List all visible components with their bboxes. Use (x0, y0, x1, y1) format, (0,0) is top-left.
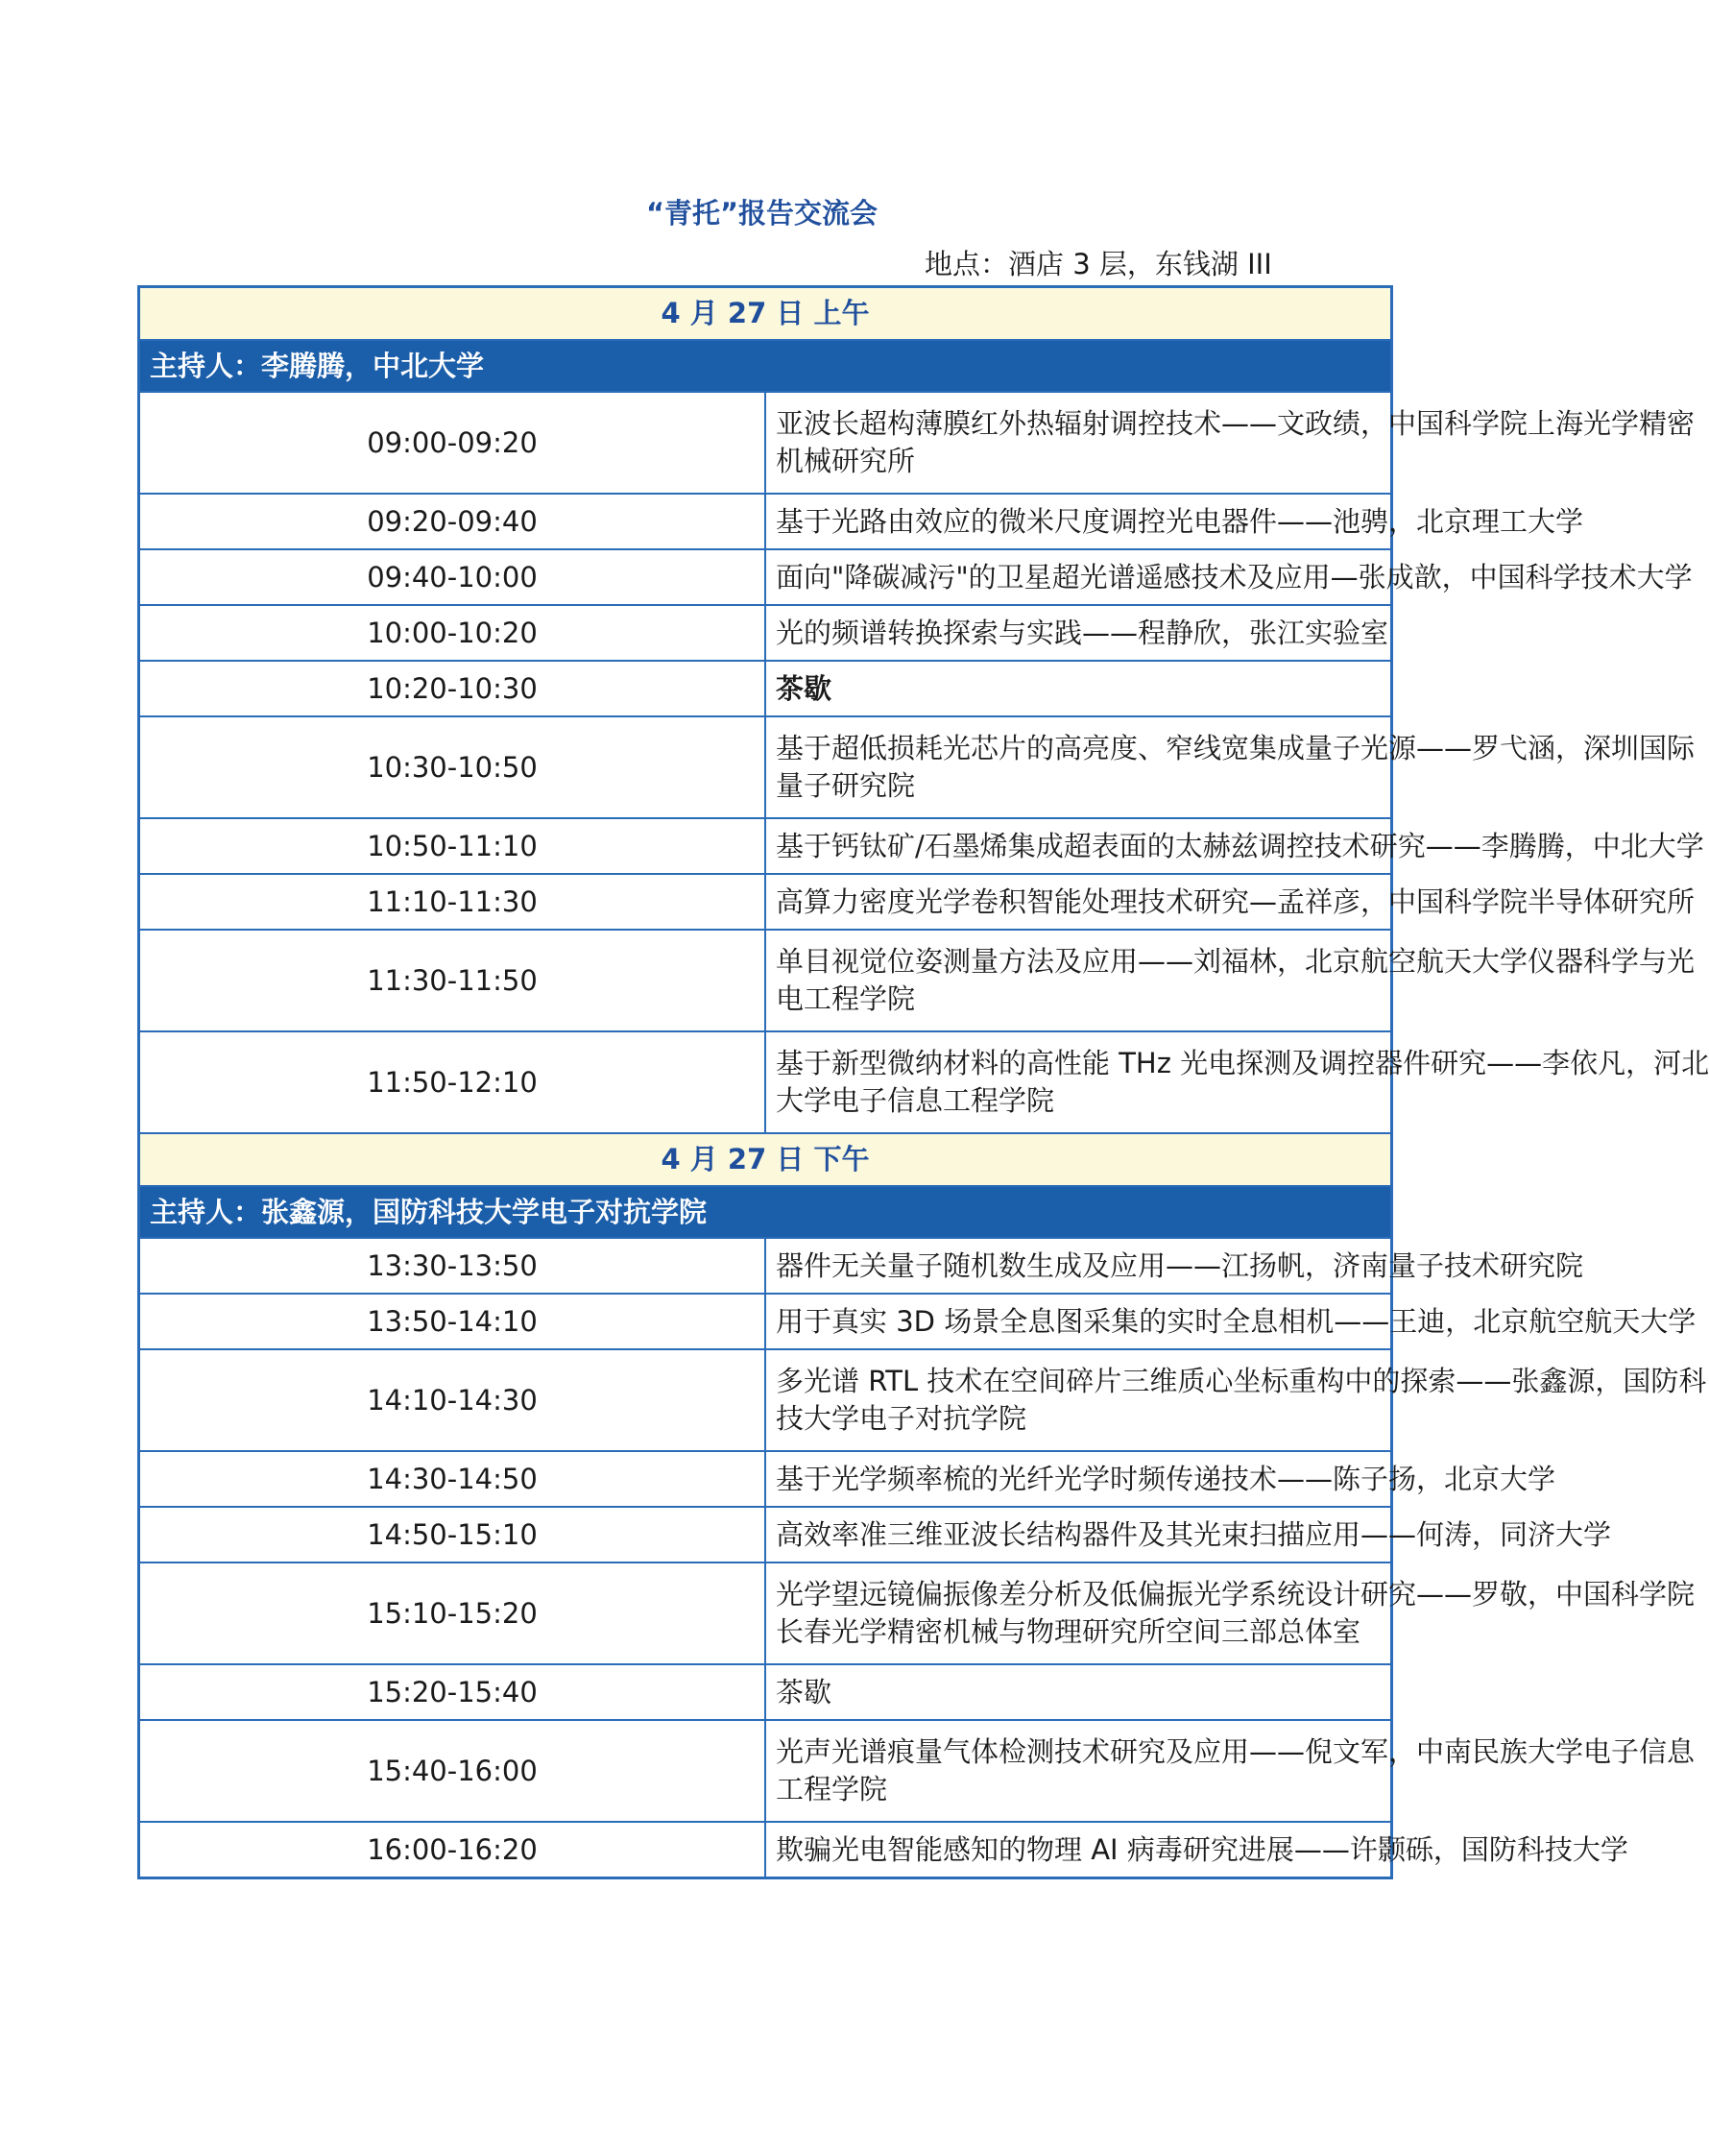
time-slot: 15:20-15:40 (139, 1664, 766, 1720)
talk-cell (765, 392, 1696, 494)
schedule-row (139, 1451, 1392, 1507)
talk-line: 基于超低损耗光芯片的高亮度、窄线宽集成量子光源——罗弋涵，深圳国际 (776, 732, 1696, 764)
time-slot: 11:50-12:10 (139, 1031, 766, 1133)
talk-cell (765, 1451, 1556, 1507)
talk-cell (765, 1562, 1696, 1664)
talk-line: 电工程学院 (776, 982, 916, 1015)
schedule-row (139, 549, 1392, 605)
talk-line: 面向"降碳减污"的卫星超光谱遥感技术及应用—张成歆，中国科学技术大学 (776, 560, 1693, 594)
talk-line: 高效率准三维亚波长结构器件及其光束扫描应用——何涛，同济大学 (776, 1517, 1612, 1551)
talk-line: 基于钙钛矿/石墨烯集成超表面的太赫兹调控技术研究——李腾腾，中北大学 (776, 829, 1704, 862)
talk-line: 工程学院 (776, 1773, 888, 1805)
schedule-row (139, 494, 1392, 549)
talk-line: 器件无关量子随机数生成及应用——江扬帆，济南量子技术研究院 (776, 1248, 1584, 1282)
talk-line: 用于真实 3D 场景全息图采集的实时全息相机——王迪，北京航空航天大学 (776, 1304, 1697, 1338)
talk-line: 高算力密度光学卷积智能处理技术研究—孟祥彦，中国科学院半导体研究所 (776, 884, 1696, 918)
talk-cell (765, 549, 1693, 605)
talk-line: 基于光路由效应的微米尺度调控光电器件——池骋，北京理工大学 (776, 504, 1584, 538)
schedule-row (139, 605, 1392, 661)
schedule-row (139, 818, 1392, 874)
talk-line: 多光谱 RTL 技术在空间碎片三维质心坐标重构中的探索——张鑫源，国防科 (776, 1365, 1707, 1397)
tea-break-cell (765, 1664, 1392, 1720)
schedule-row (139, 874, 1392, 930)
time-slot: 10:20-10:30 (139, 661, 766, 716)
talk-line: 技大学电子对抗学院 (776, 1402, 1027, 1435)
schedule-row (139, 1031, 1392, 1133)
talk-line: 大学电子信息工程学院 (776, 1084, 1055, 1117)
talk-line: 欺骗光电智能感知的物理 AI 病毒研究进展——许颢砾，国防科技大学 (776, 1832, 1628, 1866)
schedule-row (139, 1562, 1392, 1664)
talk-line: 长春光学精密机械与物理研究所空间三部总体室 (776, 1615, 1361, 1648)
time-slot: 14:50-15:10 (139, 1507, 766, 1562)
talk-cell (765, 874, 1696, 930)
time-slot: 16:00-16:20 (139, 1822, 766, 1878)
talk-line: 量子研究院 (776, 769, 916, 802)
day-header-morning: 4 月 27 日 上午 (139, 287, 1392, 341)
schedule-row (139, 392, 1392, 494)
talk-line: 光学望远镜偏振像差分析及低偏振光学系统设计研究——罗敬，中国科学院 (776, 1578, 1696, 1611)
schedule-row-break (139, 1664, 1392, 1720)
talk-cell (765, 1031, 1709, 1133)
time-slot: 10:50-11:10 (139, 818, 766, 874)
time-slot: 14:10-14:30 (139, 1349, 766, 1451)
talk-cell (765, 605, 1392, 661)
talk-line: 机械研究所 (776, 445, 916, 477)
time-slot: 10:00-10:20 (139, 605, 766, 661)
time-slot: 13:30-13:50 (139, 1238, 766, 1294)
schedule-row (139, 930, 1392, 1031)
schedule-row (139, 1349, 1392, 1451)
time-slot: 14:30-14:50 (139, 1451, 766, 1507)
venue-location: 地点：酒店 3 层，东钱湖 III (925, 248, 1272, 280)
talk-line: 单目视觉位姿测量方法及应用——刘福林，北京航空航天大学仪器科学与光 (776, 945, 1696, 978)
talk-cell (765, 716, 1696, 818)
schedule-row (139, 1507, 1392, 1562)
session-host-afternoon: 主持人：张鑫源，国防科技大学电子对抗学院 (139, 1186, 1392, 1238)
time-slot: 10:30-10:50 (139, 716, 766, 818)
talk-cell (765, 1238, 1584, 1294)
talk-line: 基于新型微纳材料的高性能 THz 光电探测及调控器件研究——李依凡，河北 (776, 1047, 1709, 1079)
time-slot: 09:40-10:00 (139, 549, 766, 605)
schedule-row (139, 1720, 1392, 1822)
page-title: “青托”报告交流会 (645, 197, 879, 230)
schedule-row-break (139, 661, 1392, 716)
talk-cell (765, 1294, 1697, 1349)
schedule-row (139, 1238, 1392, 1294)
time-slot: 11:10-11:30 (139, 874, 766, 930)
time-slot: 09:20-09:40 (139, 494, 766, 549)
time-slot: 13:50-14:10 (139, 1294, 766, 1349)
session-host-morning: 主持人：李腾腾，中北大学 (139, 340, 1392, 392)
schedule-table (137, 285, 1709, 1879)
schedule-row (139, 1822, 1392, 1878)
talk-cell (765, 1822, 1628, 1878)
day-header-afternoon: 4 月 27 日 下午 (139, 1133, 1392, 1186)
talk-cell (765, 930, 1696, 1031)
talk-line: 亚波长超构薄膜红外热辐射调控技术——文政绩，中国科学院上海光学精密 (776, 407, 1696, 440)
tea-break-cell (765, 661, 1392, 716)
talk-line: 茶歇 (776, 671, 832, 705)
talk-cell (765, 1720, 1696, 1822)
talk-cell (765, 1507, 1612, 1562)
talk-cell (765, 1349, 1707, 1451)
schedule-row (139, 1294, 1392, 1349)
time-slot: 15:10-15:20 (139, 1562, 766, 1664)
talk-cell (765, 818, 1704, 874)
time-slot: 09:00-09:20 (139, 392, 766, 494)
talk-line: 茶歇 (776, 1675, 832, 1708)
talk-line: 光声光谱痕量气体检测技术研究及应用——倪文军，中南民族大学电子信息 (776, 1735, 1696, 1768)
talk-line: 光的频谱转换探索与实践——程静欣，张江实验室 (776, 616, 1389, 649)
schedule-row (139, 716, 1392, 818)
talk-cell (765, 494, 1584, 549)
talk-line: 基于光学频率梳的光纤光学时频传递技术——陈子扬，北京大学 (776, 1462, 1556, 1495)
time-slot: 11:30-11:50 (139, 930, 766, 1031)
time-slot: 15:40-16:00 (139, 1720, 766, 1822)
